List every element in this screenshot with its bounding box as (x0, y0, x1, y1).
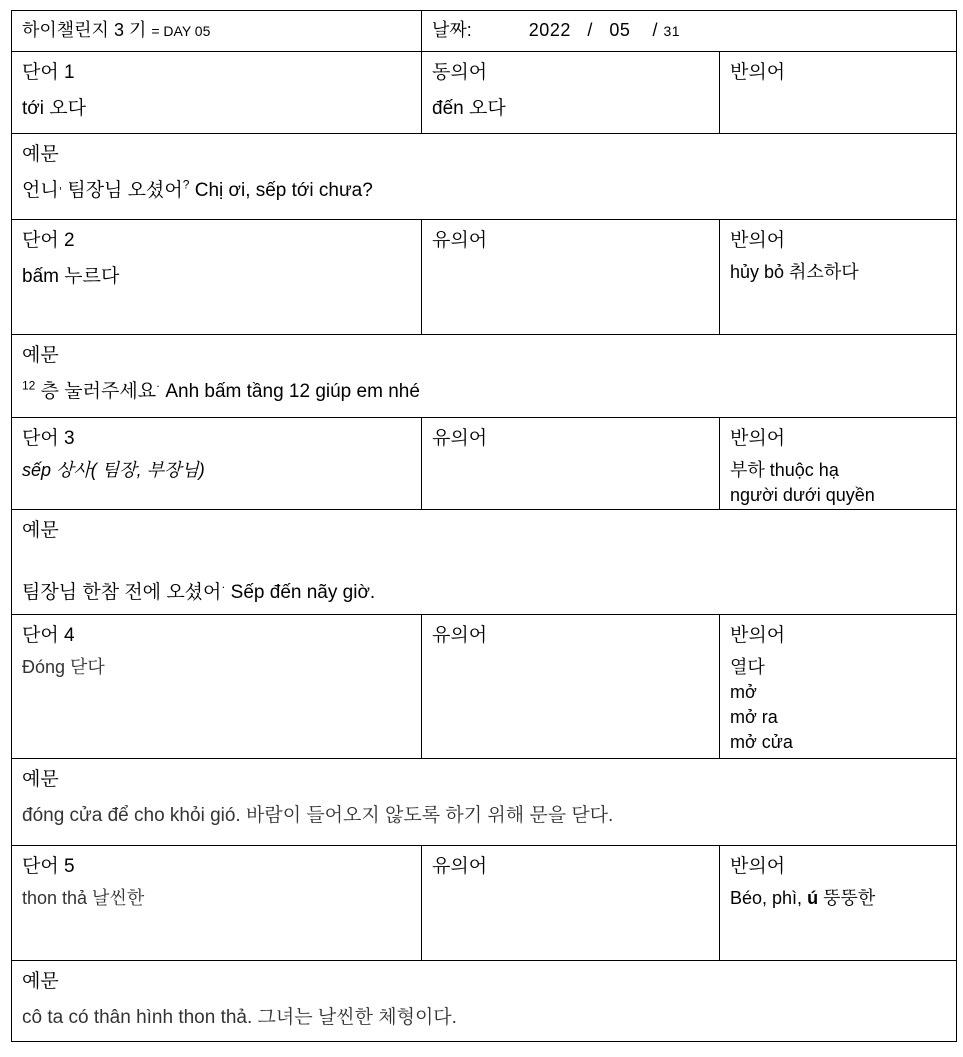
antonym-label: 반의어 (730, 428, 786, 449)
challenge-title: 하이챌린지 3 기 (22, 20, 147, 40)
word-cell (12, 220, 422, 335)
word-row-5 (12, 846, 957, 961)
antonym-list (730, 458, 956, 508)
example-label: 예문 (22, 520, 59, 541)
word-row-4 (12, 615, 957, 759)
word-row-2 (12, 220, 957, 335)
word-label: 단어 2 (22, 230, 75, 251)
example-row-5 (12, 961, 957, 1042)
antonym-cell (720, 418, 957, 510)
date-label: 날짜: (432, 20, 472, 40)
example-sentence: đóng cửa để cho khỏi gió. 바람이 들어오지 않도록 하기 위해 문을 닫다. (22, 805, 614, 826)
synonym-cell (422, 846, 720, 961)
word-value: sếp 상사( 팀장, 부장님) (22, 460, 205, 480)
date-day: 31 (663, 23, 681, 39)
synonym-cell (422, 220, 720, 335)
antonym-label: 반의어 (730, 62, 786, 83)
antonym-label: 반의어 (730, 856, 786, 877)
word-cell (12, 52, 422, 134)
word-value: tới 오다 (22, 98, 86, 119)
antonym-cell (720, 615, 957, 759)
example-vietnamese: Chị ơi, sếp tới chưa? (194, 180, 373, 201)
word-value: bấm 누르다 (22, 266, 120, 287)
antonym-line: mở ra (730, 707, 778, 727)
antonym-line: mở cửa (730, 732, 793, 752)
antonym-line: người dưới quyền (730, 485, 875, 505)
example-cell (12, 510, 957, 615)
word-label: 단어 1 (22, 62, 75, 83)
date-sep-1: / (587, 20, 593, 40)
word-row-3 (12, 418, 957, 510)
word-value: Đóng 닫다 (22, 657, 105, 677)
synonym-cell (422, 615, 720, 759)
example-sentence: cô ta có thân hình thon thả. 그녀는 날씬한 체형이다. (22, 1007, 457, 1028)
antonym-list (730, 655, 956, 755)
synonym-cell (422, 418, 720, 510)
synonym-value: đến 오다 (432, 98, 506, 119)
word-label: 단어 5 (22, 856, 75, 877)
synonym-label: 유의어 (432, 856, 488, 877)
synonym-label: 유의어 (432, 230, 488, 251)
synonym-label: 동의어 (432, 62, 488, 83)
word-label: 단어 3 (22, 428, 75, 449)
example-vietnamese: Sếp đến nãy giờ. (230, 582, 376, 603)
antonym-label: 반의어 (730, 625, 786, 646)
example-label: 예문 (22, 971, 59, 992)
example-row-1 (12, 134, 957, 220)
antonym-value (730, 886, 956, 911)
example-korean: 언니 (22, 180, 59, 201)
antonym-value: hủy bỏ 취소하다 (730, 262, 859, 282)
example-floor-number: 12 (22, 378, 36, 393)
antonym-vietnamese: Béo, phì, (730, 888, 803, 908)
example-row-3 (12, 510, 957, 615)
date-year: 2022 (528, 20, 571, 40)
date-sep-2: / (652, 20, 658, 40)
word-row-1 (12, 52, 957, 134)
example-label: 예문 (22, 345, 59, 366)
antonym-cell (720, 52, 957, 134)
vocab-table (11, 10, 957, 1042)
example-korean: 층 눌러주세요 (40, 381, 157, 402)
example-row-4 (12, 759, 957, 846)
example-cell (12, 134, 957, 220)
example-sentence: 팀장님 한참 전에 오셨어· Sếp đến nãy giờ. (22, 579, 376, 603)
example-cell (12, 335, 957, 418)
example-sentence: $^{12}$ 층 눌러주세요· Anh bấm tầng 12 giúp em nhé (22, 378, 420, 402)
example-cell (12, 759, 957, 846)
example-label: 예문 (22, 144, 59, 165)
example-label: 예문 (22, 769, 59, 790)
synonym-label: 유의어 (432, 428, 488, 449)
synonym-label: 유의어 (432, 625, 488, 646)
word-cell (12, 418, 422, 510)
example-row-2 (12, 335, 957, 418)
antonym-cell (720, 220, 957, 335)
header-row (12, 11, 957, 52)
day-label: = DAY 05 (151, 23, 211, 39)
word-cell (12, 615, 422, 759)
word-label: 단어 4 (22, 625, 75, 646)
antonym-korean: 뚱뚱한 (823, 888, 876, 908)
word-value: thon thả 날씬한 (22, 888, 145, 908)
antonym-line: 열다 (730, 657, 765, 677)
example-sentence: 언니, 팀장님 오셨어? Chị ơi, sếp tới chưa? (22, 177, 373, 201)
antonym-line: 부하 thuộc hạ (730, 460, 839, 480)
antonym-line: mở (730, 682, 757, 702)
example-vietnamese: Anh bấm tầng 12 giúp em nhé (165, 381, 420, 402)
antonym-cell (720, 846, 957, 961)
header-date-cell (422, 11, 957, 52)
example-korean-2: 팀장님 오셨어 (67, 180, 183, 201)
antonym-label: 반의어 (730, 230, 786, 251)
antonym-bold: ú (807, 888, 819, 908)
synonym-cell (422, 52, 720, 134)
example-korean: 팀장님 한참 전에 오셨어 (22, 582, 222, 603)
date-month: 05 (609, 20, 631, 40)
example-cell (12, 961, 957, 1042)
word-cell (12, 846, 422, 961)
header-title-cell (12, 11, 422, 52)
